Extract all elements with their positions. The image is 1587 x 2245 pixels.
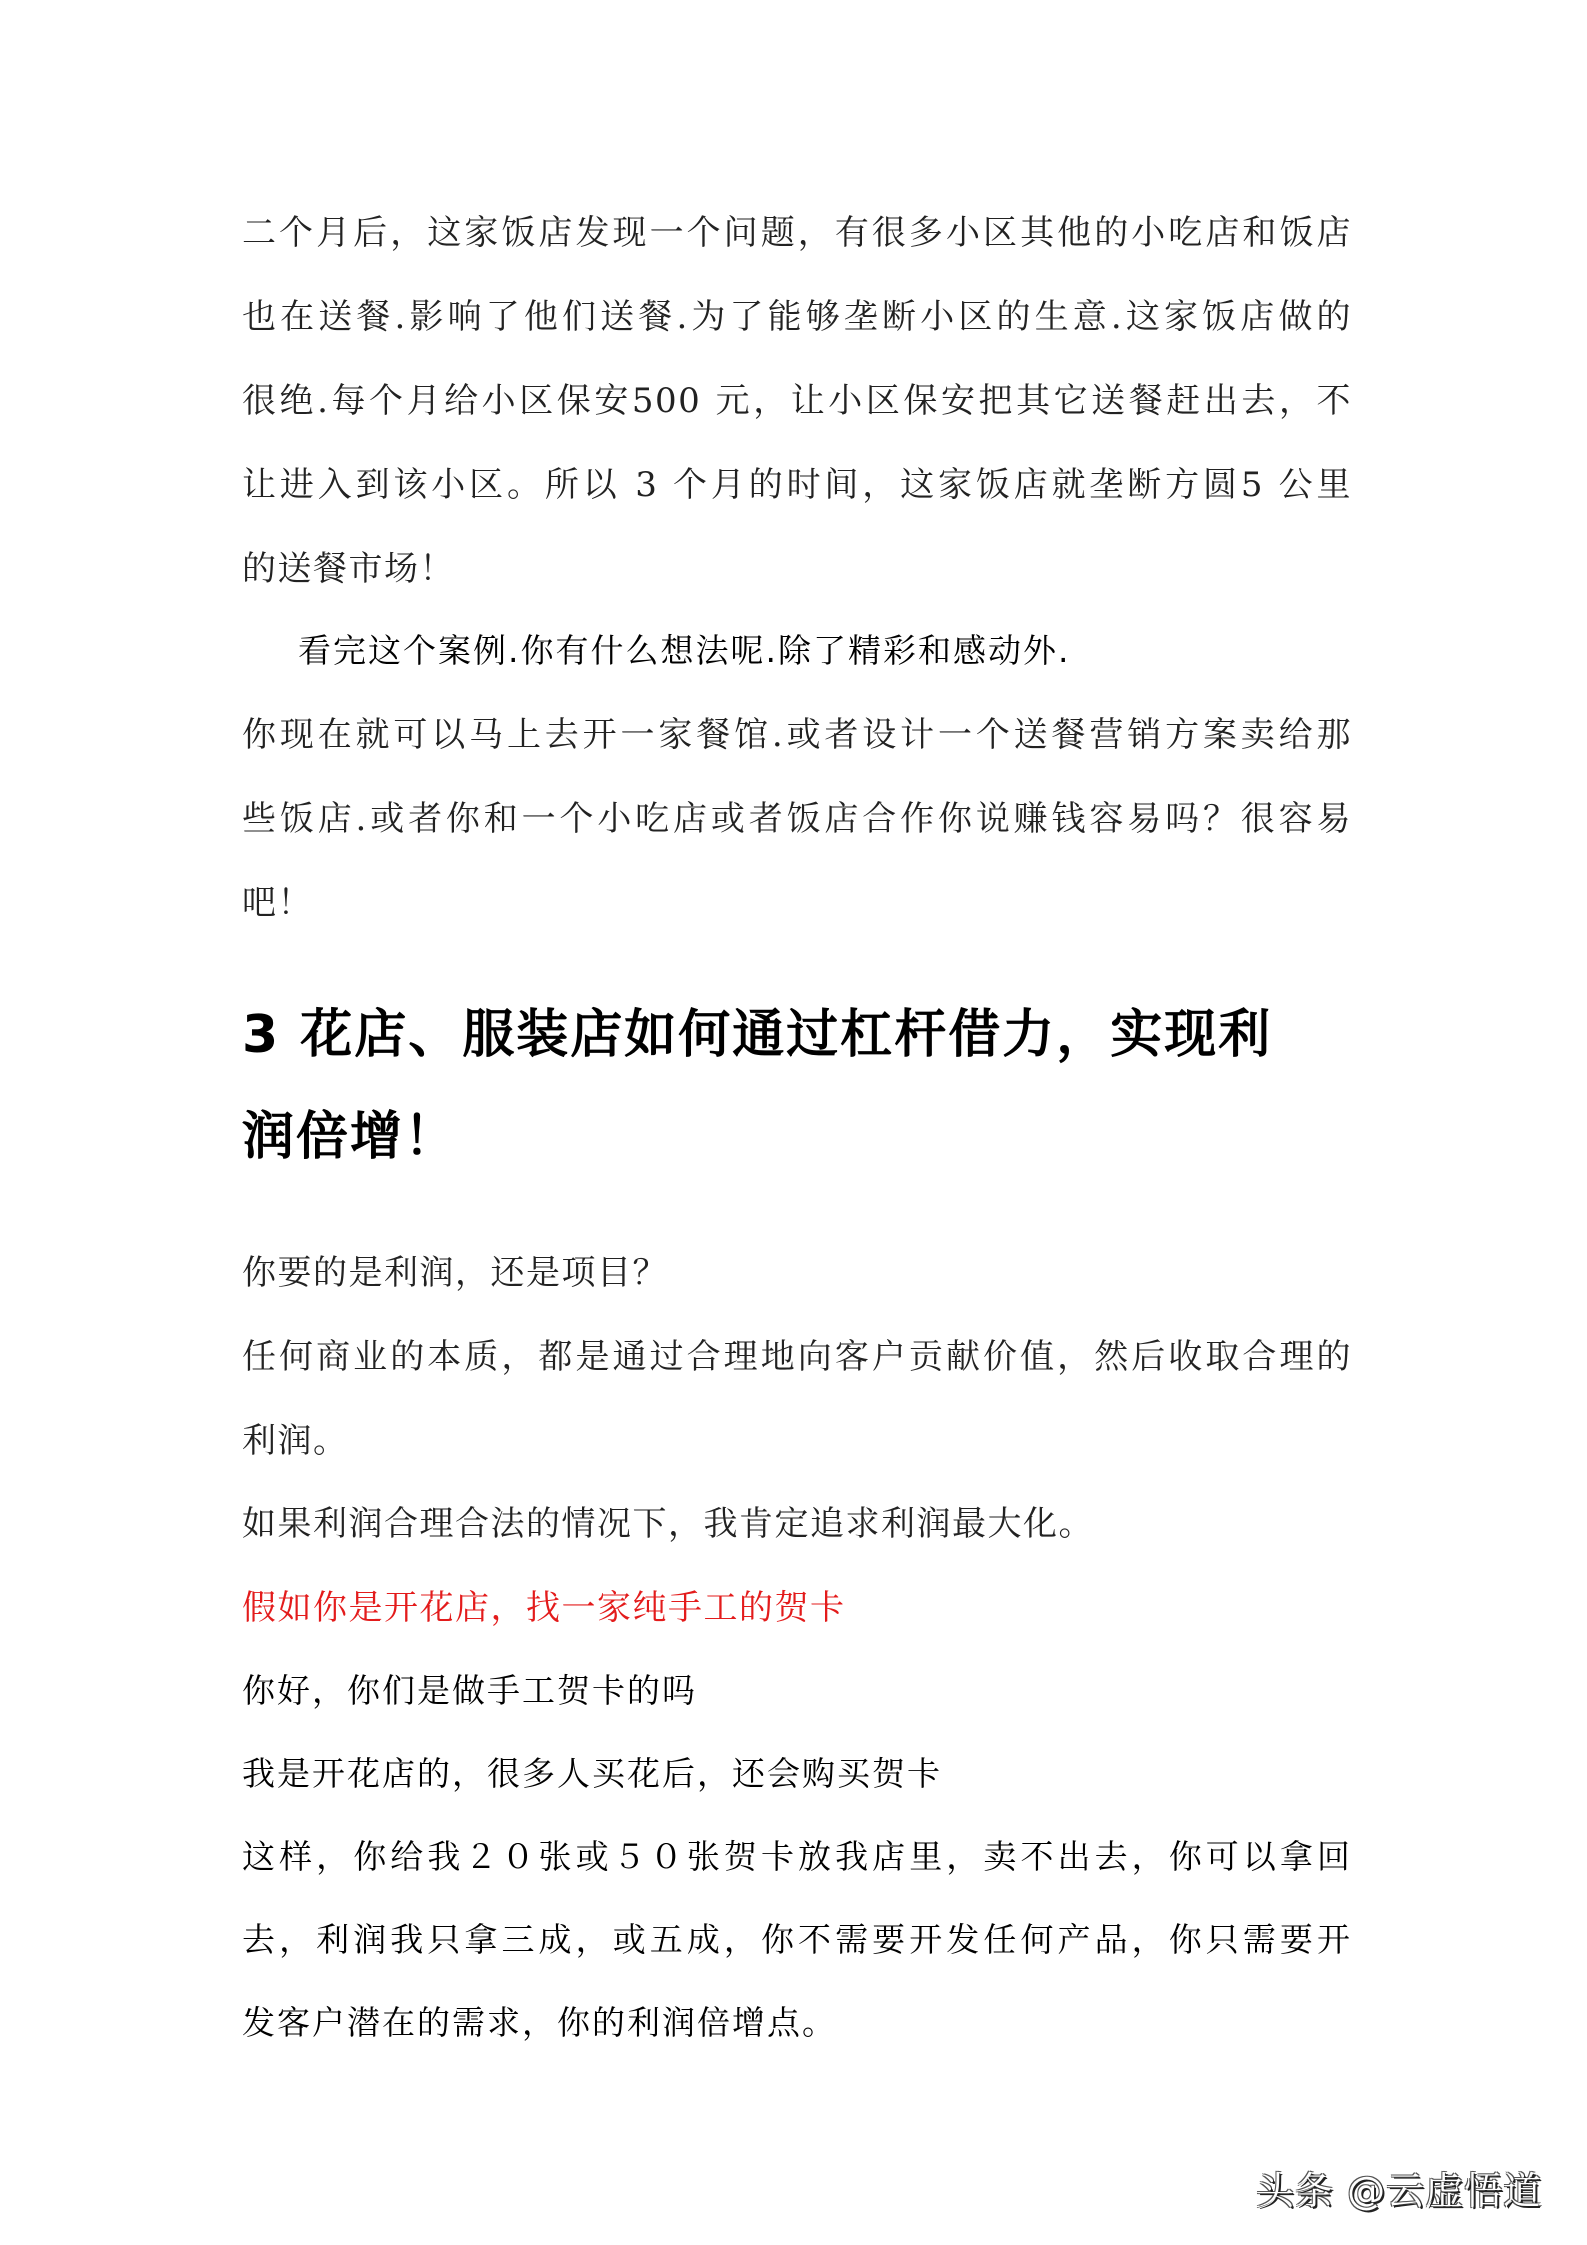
paragraph-line: 些饭店.或者你和一个小吃店或者饭店合作你说赚钱容易吗？很容易	[242, 799, 1352, 839]
dialogue-line: 你好，你们是做手工贺卡的吗	[242, 1671, 697, 1710]
paragraph-line: 让进入到该小区。所以 3 个月的时间，这家饭店就垄断方圆5 公里	[242, 465, 1352, 505]
section-heading: 润倍增！	[242, 1107, 459, 1167]
dialogue-line: 这样，你给我２０张或５０张贺卡放我店里，卖不出去，你可以拿回	[242, 1837, 1352, 1876]
section-line: 任何商业的本质，都是通过合理地向客户贡献价值，然后收取合理的	[242, 1337, 1352, 1377]
dialogue-line: 发客户潜在的需求，你的利润倍增点。	[242, 2003, 837, 2042]
paragraph-line: 很绝.每个月给小区保安500 元，让小区保安把其它送餐赶出去，不	[242, 381, 1352, 421]
highlight-line: 假如你是开花店，找一家纯手工的贺卡	[242, 1588, 846, 1628]
section-heading: 3 花店、服装店如何通过杠杆借力，实现利	[242, 1005, 1273, 1065]
section-line: 你要的是利润，还是项目？	[242, 1253, 668, 1293]
paragraph-line: 二个月后，这家饭店发现一个问题，有很多小区其他的小吃店和饭店	[242, 213, 1352, 253]
paragraph-line: 吧！	[242, 883, 313, 923]
section-line: 如果利润合理合法的情况下，我肯定追求利润最大化。	[242, 1504, 1094, 1544]
paragraph-line: 你现在就可以马上去开一家餐馆.或者设计一个送餐营销方案卖给那	[242, 715, 1352, 755]
paragraph-line: 的送餐市场！	[242, 549, 455, 589]
paragraph-line: 也在送餐.影响了他们送餐.为了能够垄断小区的生意.这家饭店做的	[242, 297, 1352, 337]
watermark: 头条 @云虚悟道	[1256, 2169, 1543, 2213]
dialogue-line: 我是开花店的，很多人买花后，还会购买贺卡	[242, 1754, 942, 1793]
dialogue-line: 去，利润我只拿三成，或五成，你不需要开发任何产品，你只需要开	[242, 1920, 1352, 1959]
indented-line: 看完这个案例.你有什么想法呢.除了精彩和感动外.	[298, 631, 1071, 670]
section-line: 利润。	[242, 1421, 349, 1461]
